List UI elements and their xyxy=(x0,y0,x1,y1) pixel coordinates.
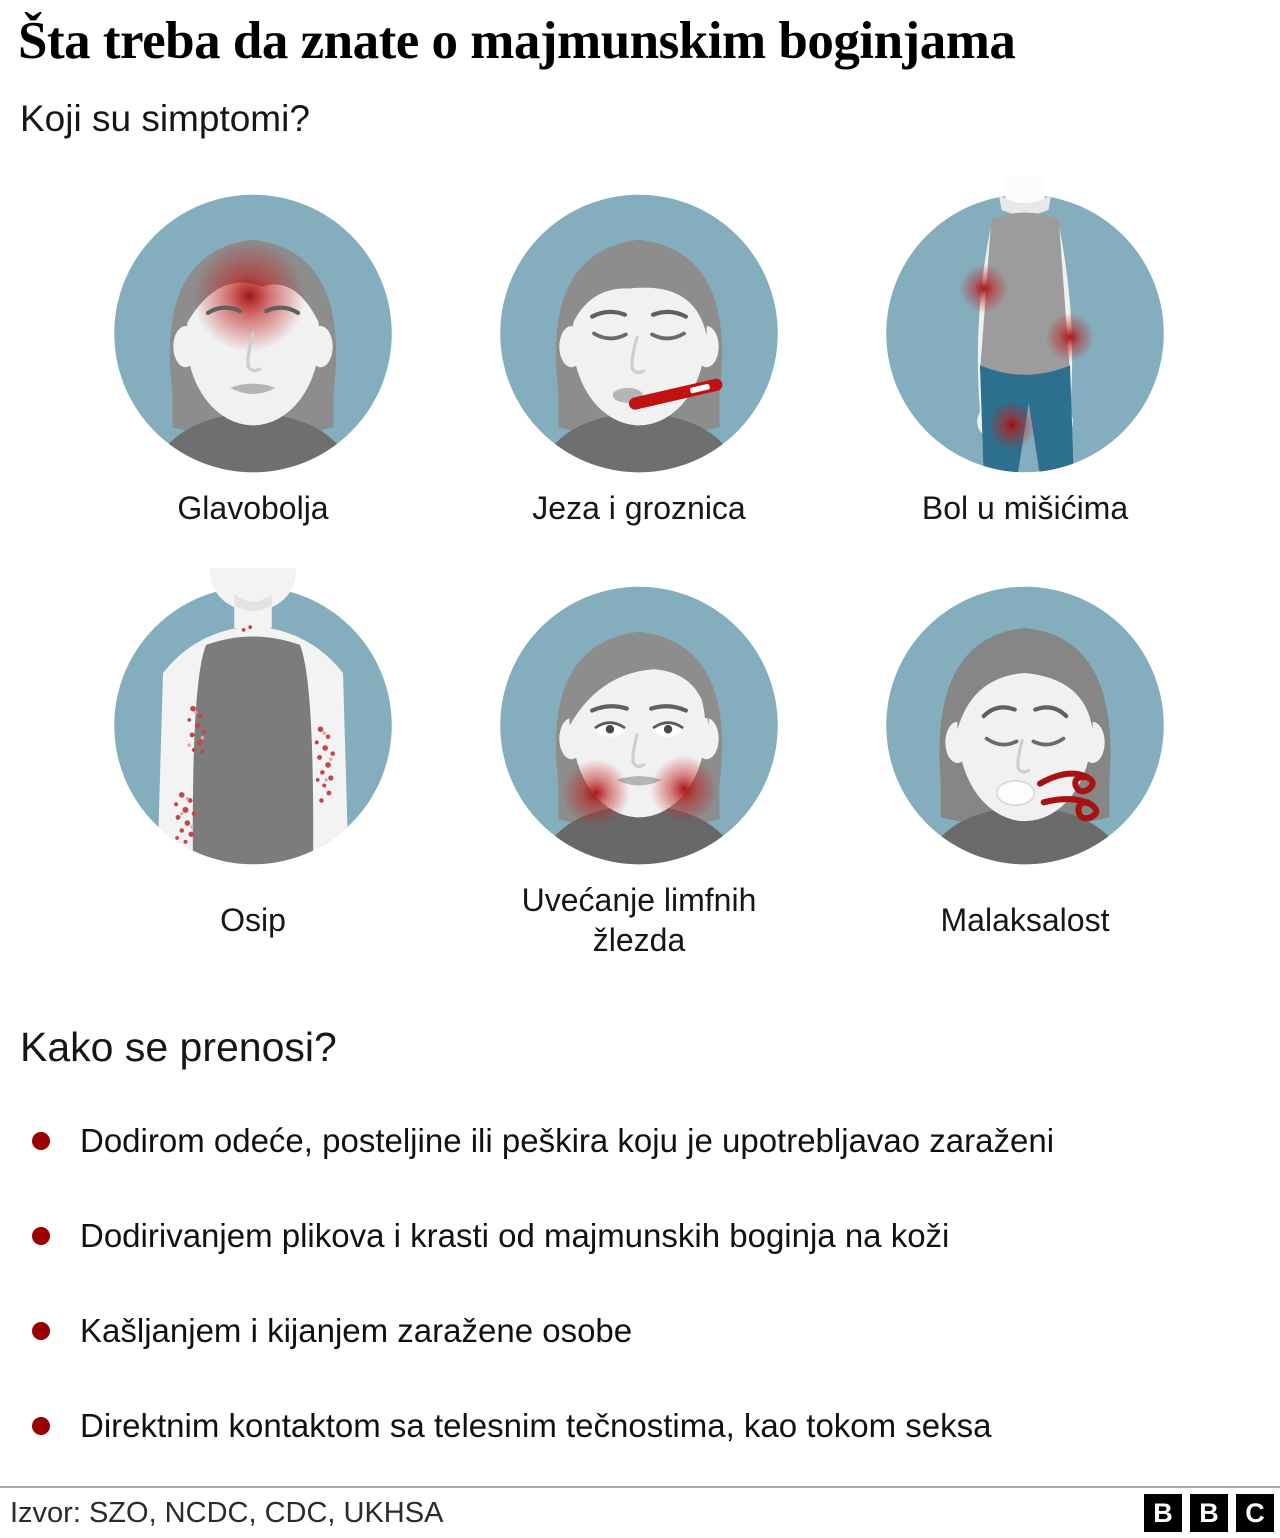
bbc-logo-letter: C xyxy=(1236,1494,1274,1532)
transmission-item xyxy=(18,1216,1260,1256)
transmission-heading: Kako se prenosi? xyxy=(20,1024,337,1070)
transmission-item xyxy=(18,1121,1260,1161)
symptom-card-fever xyxy=(489,176,789,530)
fever-thermometer-icon xyxy=(489,176,789,476)
symptom-label: Bol u mišićima xyxy=(921,490,1129,526)
headache-icon xyxy=(103,176,403,476)
symptom-card-fatigue xyxy=(875,568,1175,962)
symptom-label: Uvećanje limfnih žlezda xyxy=(521,882,757,958)
symptom-card-muscle-pain xyxy=(875,176,1175,530)
transmission-item-text: Dodirom odeće, posteljine ili peškira koju je upotrebljavao zaraženi xyxy=(80,1122,1055,1159)
bullet-dot-icon xyxy=(32,1417,50,1435)
transmission-item-text: Dodirivanjem plikova i krasti od majmunskih boginja na koži xyxy=(80,1217,950,1254)
symptoms-heading: Koji su simptomi? xyxy=(20,98,310,139)
bbc-logo-letter: B xyxy=(1190,1494,1228,1532)
page-title: Šta treba da znate o majmunskim boginjama xyxy=(18,12,1016,70)
transmission-list xyxy=(18,1121,1260,1446)
symptom-label: Jeza i groznica xyxy=(532,490,746,526)
symptom-card-headache xyxy=(103,176,403,530)
symptom-label: Malaksalost xyxy=(940,902,1110,938)
symptom-grid xyxy=(60,176,1218,962)
bullet-dot-icon xyxy=(32,1132,50,1150)
bullet-dot-icon xyxy=(32,1227,50,1245)
transmission-item xyxy=(18,1406,1260,1446)
swollen-lymph-nodes-icon xyxy=(489,568,789,868)
footer xyxy=(0,1486,1280,1538)
transmission-item xyxy=(18,1311,1260,1351)
symptom-card-lymph-nodes xyxy=(489,568,789,962)
source-text: Izvor: SZO, NCDC, CDC, UKHSA xyxy=(10,1496,444,1529)
muscle-pain-icon xyxy=(875,176,1175,476)
transmission-item-text: Kašljanjem i kijanjem zaražene osobe xyxy=(80,1312,633,1349)
transmission-item-text: Direktnim kontaktom sa telesnim tečnostima, kao tokom seksa xyxy=(80,1407,992,1444)
bbc-logo xyxy=(1144,1494,1274,1532)
rash-icon xyxy=(103,568,403,868)
symptom-label: Glavobolja xyxy=(177,490,329,526)
bullet-dot-icon xyxy=(32,1322,50,1340)
symptom-card-rash xyxy=(103,568,403,962)
symptom-label: Osip xyxy=(220,902,286,938)
fatigue-icon xyxy=(875,568,1175,868)
bbc-logo-letter: B xyxy=(1144,1494,1182,1532)
